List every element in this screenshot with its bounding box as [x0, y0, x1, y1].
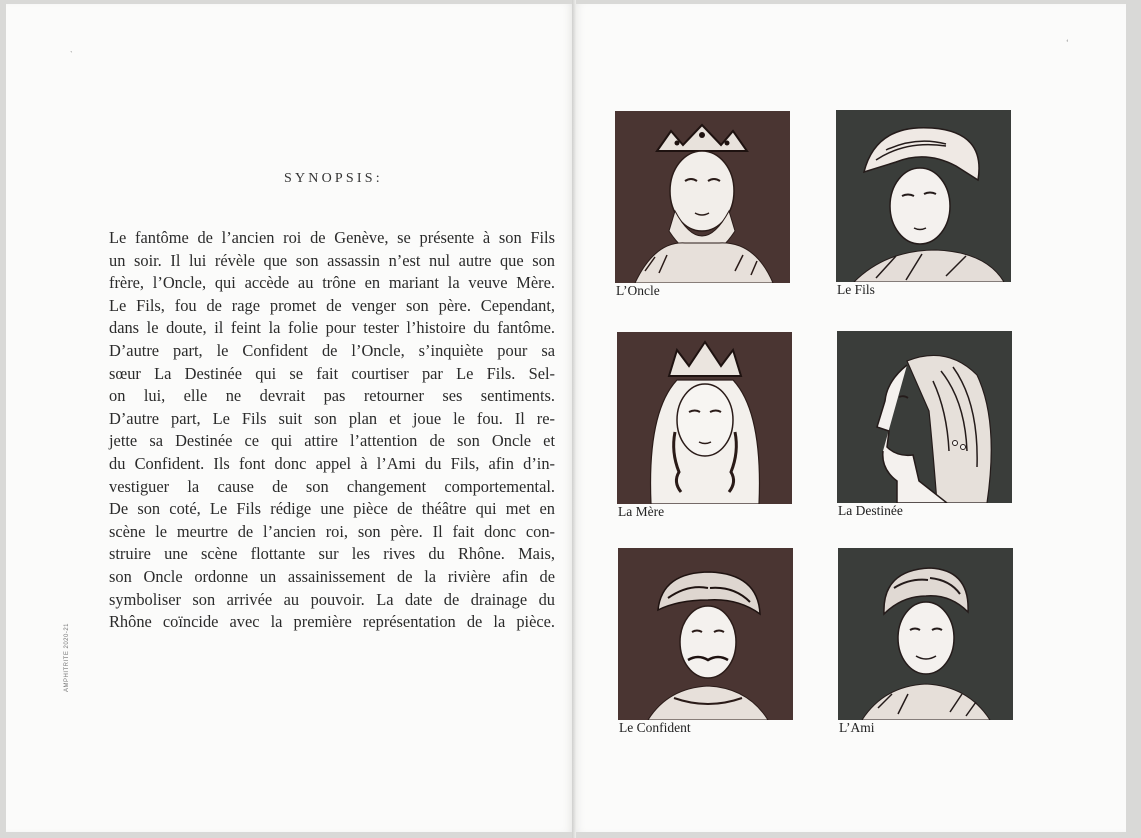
portrait-destinee — [837, 331, 1012, 518]
synopsis-line: scène le meurtre de l’ancien roi, son père. Il fait donc con- — [109, 521, 555, 541]
synopsis-line: un soir. Il lui révèle que son assassin n’est nul autre que son — [109, 250, 555, 270]
synopsis-title: SYNOPSIS: — [284, 171, 383, 186]
synopsis-line: frère, l’Oncle, qui accède au trône en mariant la veuve Mère. — [109, 273, 555, 293]
synopsis-line: dans le doute, il feint la folie pour tester l’histoire du fantôme. — [109, 318, 555, 338]
portrait-fils — [836, 110, 1011, 297]
man-with-mustache-icon — [618, 548, 793, 720]
synopsis-line: D’autre part, le Confident de l’Oncle, s’inquiète pour sa — [109, 340, 555, 360]
synopsis-line: De son coté, Le Fils rédige une pièce de théâtre qui met en — [109, 499, 555, 519]
portrait-caption: L’Oncle — [616, 283, 660, 298]
portrait-ami — [838, 548, 1013, 735]
left-corner-mark: ` — [70, 50, 73, 59]
synopsis-line: symboliser son arrivée au pouvoir. La date de drainage du — [109, 589, 555, 609]
young-man-with-cap-icon — [836, 110, 1011, 282]
synopsis-line: du Confident. Ils font donc appel à l’Ami du Fils, afin d’in- — [109, 453, 555, 473]
synopsis-line: struire une scène flottante sur les rives du Rhône. Mais, — [109, 544, 555, 564]
synopsis-line: Le Fils, fou de rage promet de venger son père. Cependant, — [109, 295, 555, 315]
synopsis-line: D’autre part, Le Fils suit son plan et joue le fou. Il re- — [109, 408, 555, 428]
synopsis-line: jette sa Destinée ce qui attire l’attention de son Oncle et — [109, 431, 555, 451]
portrait-caption: Le Fils — [837, 282, 875, 297]
synopsis-line: vestiguer la cause de son changement comportemental. — [109, 476, 555, 496]
portrait-caption: La Destinée — [838, 503, 903, 518]
synopsis-line: Le fantôme de l’ancien roi de Genève, se présente à son Fils — [109, 228, 555, 247]
synopsis-line: Rhône coïncide avec la première représentation de la pièce. — [109, 612, 555, 632]
portrait-caption: Le Confident — [619, 720, 691, 735]
young-woman-profile-icon — [837, 331, 1012, 503]
portrait-confident — [618, 548, 793, 735]
synopsis-line: on lui, elle ne devrait pas retourner ses sentiments. — [109, 386, 555, 406]
crowned-queen-with-veil-icon — [617, 332, 792, 504]
portrait-mere — [617, 332, 792, 519]
synopsis-text — [109, 227, 555, 634]
portrait-oncle — [615, 111, 790, 298]
crowned-bearded-man-icon — [615, 111, 790, 283]
young-man-smiling-icon — [838, 548, 1013, 720]
portrait-caption: La Mère — [618, 504, 665, 519]
synopsis-line: sœur La Destinée qui se fait courtiser par Le Fils. Sel- — [109, 363, 555, 383]
synopsis-line: son Oncle ordonne un assainissement de la rivière afin de — [109, 566, 555, 586]
right-corner-mark: ‘ — [1066, 38, 1069, 47]
portrait-caption: L’Ami — [839, 720, 875, 735]
spine-imprint: AMPHITRITE 2020-21 — [64, 622, 70, 692]
